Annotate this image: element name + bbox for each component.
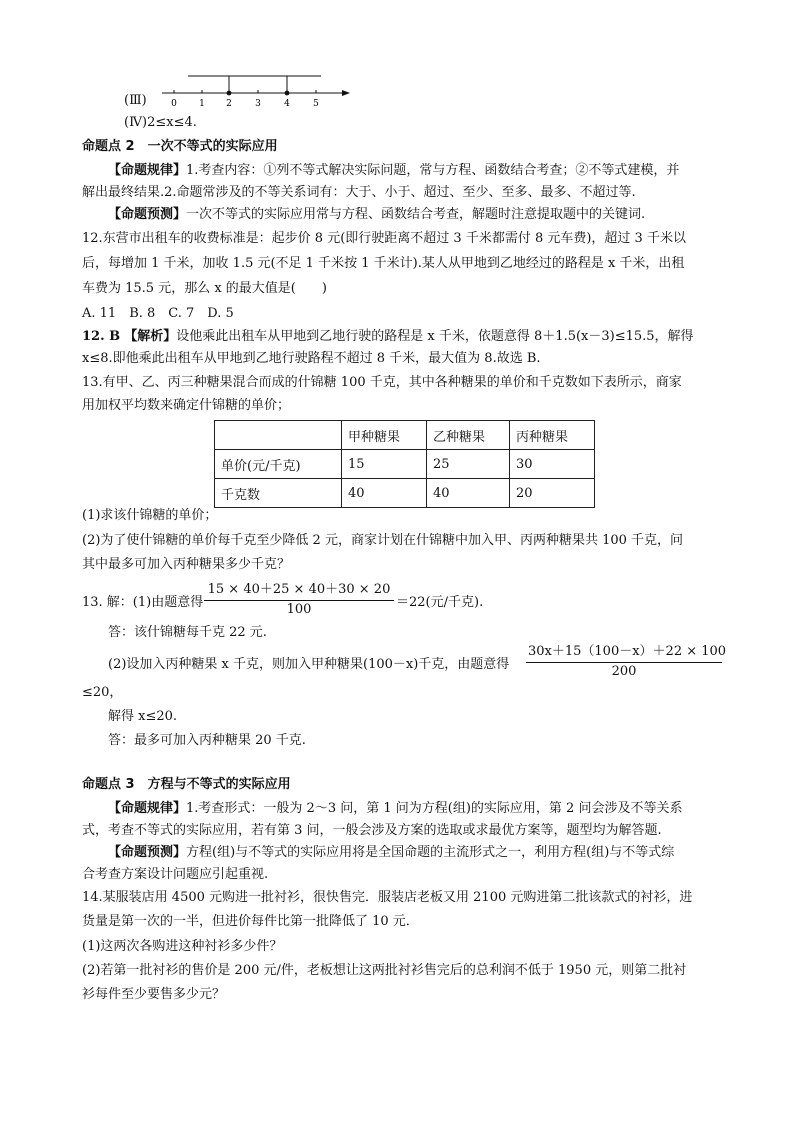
topic3-title: 命题点 3 方程与不等式的实际应用 [82,777,291,792]
topic3-pred-line1 [108,844,674,862]
topic2-rule-line2: 解出最终结果.2.命题常涉及的不等关系词有：大于、小于、超过、至少、至多、最多、不超过等. [82,185,636,200]
topic3-pred-text1: 方程(组)与不等式的实际应用将是全国命题的主流形式之一，利用方程(组)与不等式综 [186,845,675,860]
topic3-rule-text1: 1.考查形式：一般为 2～3 问，第 1 问为方程(组)的实际应用，第 2 问会涉及不等关系 [186,801,683,816]
q13-sol1-suffix: ＝22(元/千克). [396,595,484,610]
table-cell: 30 [510,450,595,479]
q13-line1: 13.有甲、乙、丙三种糖果混合而成的什锦糖 100 千克，其中各种糖果的单价和千克数如下表所示，商家 [82,375,682,390]
q12-line2: 后，每增加 1 千米，加收 1.5 元(不足 1 千米按 1 千米计).某人从甲地到乙地经过的路程是 x 千米，出租 [82,256,685,271]
table-header-cell: 甲种糖果 [342,421,427,450]
table-row [215,479,595,508]
q12-line3: 车费为 15.5 元，那么 x 的最大值是( ) [82,281,327,296]
q13-sol1-answer: 答：该什锦糖每千克 22 元. [108,625,267,640]
table-cell: 单价(元/千克) [215,450,342,479]
table-header-row [215,421,595,450]
q13-sol2-denominator: 200 [611,664,637,679]
topic3-rule-tag: 【命题规律】 [108,801,187,816]
q13-sol1-denominator: 100 [286,602,312,617]
q14-part1: (1)这两次各购进这种衬衫多少件？ [82,939,283,954]
q13-sol2-solve: 解得 x≤20. [108,709,178,724]
q12-line1: 12.东营市出租车的收费标准是：起步价 8 元(即行驶距离不超过 3 千米都需付 8 元车费)，超过 3 千米以 [82,231,686,246]
point-2 [227,91,232,96]
topic3-pred-line2: 合考查方案设计问题应引起重视. [82,867,269,882]
topic2-rule-line1 [108,162,679,180]
q14-line1: 14.某服装店用 4500 元购进一批衬衫，很快售完．服装店老板又用 2100 元购进第二批该款式的衬衫，进 [82,890,693,905]
table-header-cell [215,421,342,450]
q13-line2: 用加权平均数来确定什锦糖的单价； [82,398,291,413]
tick-label-1: 1 [199,99,205,109]
topic3-rule-line2: 式，考查不等式的实际应用，若有第 3 问，一般会涉及方案的选取或求最优方案等，题型均为解答题. [82,823,662,838]
q13-sol2-fraction [526,644,727,681]
q14-line2: 货量是第一次的一半，但进价每件比第一批降低了 10 元． [82,914,419,929]
table-cell: 20 [510,479,595,508]
table-header-cell: 丙种糖果 [510,421,595,450]
topic3-pred-tag: 【命题预测】 [108,845,187,860]
q14-part2-line2: 衫每件至少要售多少元？ [82,987,226,1002]
tick-label-5: 5 [313,99,319,109]
topic2-title: 命题点 2 一次不等式的实际应用 [82,139,278,154]
topic2-pred-tag: 【命题预测】 [108,207,187,222]
tick-label-0: 0 [171,99,177,109]
table-cell: 25 [427,450,510,479]
q13-part2-line2: 其中最多可加入丙种糖果多少千克？ [82,557,291,572]
table-cell: 40 [342,479,427,508]
q13-part2-line1: (2)为了使什锦糖的单价每千克至少降低 2 元，商家计划在什锦糖中加入甲、丙两种糖果共 100 千克，问 [82,533,684,548]
candy-table [214,420,595,508]
q13-sol1-numerator: 15 × 40＋25 × 40＋30 × 20 [204,582,394,601]
topic2-rule-tag: 【命题规律】 [108,163,187,178]
table-row [215,450,595,479]
tick-label-2: 2 [226,99,232,109]
q14-part2-line1: (2)若第一批衬衫的售价是 200 元/件，老板想让这两批衬衫售完后的总利润不低于 1950 元，则第二批衬 [82,963,687,978]
q13-sol2-numerator: 30x＋15（100－x）＋22 × 100 [526,644,722,663]
q12-answer-text1: 设他乘此出租车从甲地到乙地行驶的路程是 x 千米，依题意得 8＋1.5(x－3)≤15.5，解得 [176,329,694,344]
table-cell: 40 [427,479,510,508]
q12-answer-number: 12. B [82,329,121,344]
topic2-pred-line1 [108,206,645,224]
q12-answer-tag: 【解析】 [124,329,177,344]
q12-answer-line2: x≤8.即他乘此出租车从甲地到乙地行驶路程不超过 8 千米，最大值为 8.故选 B. [82,351,541,366]
topic2-pred-text: 一次不等式的实际应用常与方程、函数结合考查，解题时注意提取题中的关键词. [186,207,646,222]
number-line [118,66,358,114]
q13-part1: (1)求该什锦糖的单价； [82,508,218,523]
q13-sol2-answer: 答：最多可加入丙种糖果 20 千克. [108,733,306,748]
q13-sol2-continuation: ≤20， [82,685,123,700]
topic2-rule-text1: 1.考查内容：①列不等式解决实际问题，常与方程、函数结合考查；②不等式建模，并 [186,163,680,178]
tick-label-3: 3 [255,99,261,109]
q13-sol1-prefix: 13. 解：(1)由题意得 [82,595,204,610]
topic3-rule-line1 [108,800,682,818]
table-header-cell: 乙种糖果 [427,421,510,450]
figure-label-iii: (Ⅲ) [124,93,147,108]
axis-arrow [342,90,350,96]
tick-label-4: 4 [284,99,290,109]
answer-iv: (Ⅳ)2≤x≤4. [124,115,197,130]
table-cell: 千克数 [215,479,342,508]
q12-options: A. 11 B. 8 C. 7 D. 5 [82,306,234,321]
q12-answer-line1 [82,328,694,346]
q13-sol1-fraction [204,582,394,619]
q13-sol2-prefix: (2)设加入丙种糖果 x 千克，则加入甲种糖果(100－x)千克，由题意得 [108,657,510,672]
table-cell: 15 [342,450,427,479]
point-4 [285,91,290,96]
